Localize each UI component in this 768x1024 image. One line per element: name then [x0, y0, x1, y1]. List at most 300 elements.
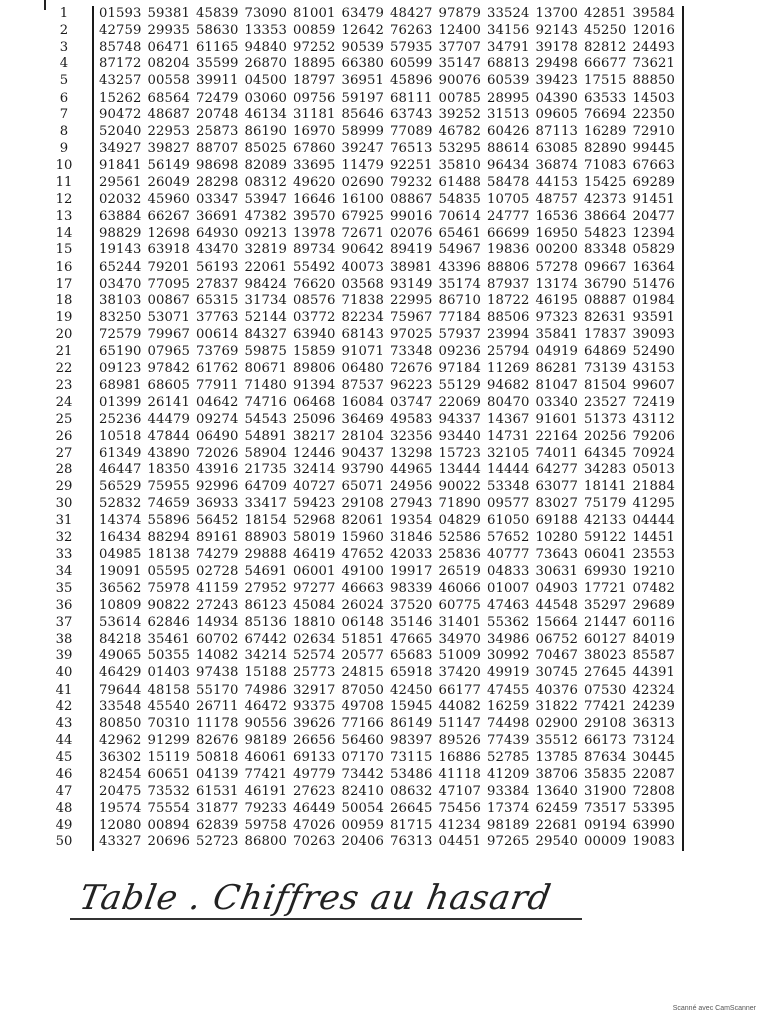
row-number: 2 — [59, 22, 69, 38]
table-cell: 63533 — [584, 90, 627, 106]
table-cell: 10809 — [99, 598, 142, 614]
table-cell: 92996 — [196, 479, 239, 495]
table-cell: 25873 — [196, 124, 239, 140]
row-number: 17 — [55, 276, 73, 292]
table-cell: 39178 — [535, 39, 578, 55]
table-cell: 45540 — [147, 699, 190, 715]
table-cell: 05013 — [632, 462, 675, 478]
table-cell: 61349 — [99, 445, 142, 461]
table-cell: 53348 — [487, 479, 530, 495]
table-cell: 20475 — [99, 784, 142, 799]
table-cell: 39570 — [293, 208, 336, 224]
table-cell: 08887 — [584, 293, 627, 309]
table-cell: 01593 — [99, 6, 142, 21]
table-cell: 77089 — [390, 124, 433, 140]
table-cell: 26519 — [438, 563, 481, 579]
row-number: 10 — [55, 157, 73, 173]
table-cell: 04985 — [99, 547, 142, 563]
table-cell: 46449 — [293, 800, 336, 816]
table-cell: 12446 — [293, 445, 336, 461]
table-cell: 13444 — [438, 462, 481, 478]
row-number: 49 — [55, 817, 73, 833]
table-cell: 72671 — [341, 225, 384, 241]
table-cell: 55362 — [487, 614, 530, 630]
table-row — [94, 615, 682, 632]
table-cell: 23527 — [584, 394, 627, 410]
table-cell: 02900 — [535, 716, 578, 732]
table-cell: 01984 — [632, 293, 675, 309]
table-cell: 89526 — [438, 733, 481, 749]
table-cell: 17374 — [487, 800, 530, 816]
table-cell: 67442 — [244, 631, 287, 647]
table-cell: 34970 — [438, 631, 481, 647]
table-cell: 39093 — [632, 326, 675, 342]
row-number: 36 — [55, 598, 73, 614]
table-cell: 03568 — [341, 276, 384, 292]
table-row — [94, 40, 682, 57]
row-number: 46 — [55, 767, 73, 783]
table-cell: 12400 — [438, 22, 481, 38]
table-cell: 56529 — [99, 479, 142, 495]
row-number: 33 — [55, 547, 73, 563]
table-row — [94, 175, 682, 192]
table-row — [94, 277, 682, 294]
table-cell: 32356 — [390, 428, 433, 444]
table-cell: 97265 — [487, 834, 530, 850]
table-cell: 40376 — [535, 682, 578, 698]
table-cell: 00785 — [438, 90, 481, 106]
table-cell: 91601 — [535, 411, 578, 427]
table-cell: 31846 — [390, 530, 433, 546]
table-cell: 34214 — [244, 648, 287, 664]
table-cell: 26141 — [147, 394, 190, 410]
table-cell: 08576 — [293, 293, 336, 309]
table-cell: 16084 — [341, 394, 384, 410]
random-digits-table — [36, 6, 680, 866]
table-cell: 80850 — [99, 716, 142, 732]
table-row — [94, 293, 682, 310]
table-cell: 75456 — [438, 800, 481, 816]
table-cell: 72479 — [196, 90, 239, 106]
table-cell: 85136 — [244, 614, 287, 630]
table-cell: 08632 — [390, 784, 433, 799]
table-cell: 24239 — [632, 699, 675, 715]
table-cell: 15188 — [244, 665, 287, 681]
table-cell: 77439 — [487, 733, 530, 749]
table-cell: 44965 — [390, 462, 433, 478]
row-number: 38 — [55, 631, 73, 647]
table-cell: 98189 — [244, 733, 287, 749]
table-cell: 22953 — [147, 124, 190, 140]
table-cell: 14731 — [487, 428, 530, 444]
row-number-column — [36, 6, 92, 851]
table-cell: 31900 — [584, 784, 627, 799]
table-cell: 85646 — [341, 107, 384, 123]
table-body — [92, 6, 684, 851]
table-cell: 31181 — [293, 107, 336, 123]
table-cell: 30992 — [487, 648, 530, 664]
table-cell: 16536 — [535, 208, 578, 224]
table-cell: 39423 — [535, 73, 578, 89]
table-cell: 31734 — [244, 293, 287, 309]
table-cell: 14444 — [487, 462, 530, 478]
table-cell: 62459 — [535, 800, 578, 816]
table-cell: 81504 — [584, 377, 627, 393]
table-cell: 43396 — [438, 259, 481, 275]
table-row — [94, 665, 682, 682]
table-cell: 37520 — [390, 598, 433, 614]
table-cell: 44082 — [438, 699, 481, 715]
table-cell: 35512 — [535, 733, 578, 749]
table-row — [94, 23, 682, 40]
table-cell: 09194 — [584, 817, 627, 833]
table-cell: 01007 — [487, 580, 530, 596]
table-cell: 52723 — [196, 834, 239, 850]
table-cell: 35599 — [196, 56, 239, 72]
table-cell: 15960 — [341, 530, 384, 546]
table-cell: 08312 — [244, 175, 287, 191]
table-cell: 86800 — [244, 834, 287, 850]
table-cell: 72579 — [99, 326, 142, 342]
table-cell: 29561 — [99, 175, 142, 191]
table-row — [94, 446, 682, 463]
table-cell: 42450 — [390, 682, 433, 698]
table-cell: 47455 — [487, 682, 530, 698]
table-cell: 89734 — [293, 242, 336, 258]
row-number: 27 — [55, 445, 73, 461]
table-cell: 39247 — [341, 140, 384, 156]
table-cell: 66173 — [584, 733, 627, 749]
table-cell: 86149 — [390, 716, 433, 732]
table-cell: 02032 — [99, 191, 142, 207]
table-cell: 87634 — [584, 749, 627, 765]
table-cell: 98189 — [487, 817, 530, 833]
table-cell: 09236 — [438, 344, 481, 360]
table-row — [94, 91, 682, 108]
table-cell: 55170 — [196, 682, 239, 698]
table-cell: 35461 — [147, 631, 190, 647]
table-cell: 02634 — [293, 631, 336, 647]
table-cell: 65071 — [341, 479, 384, 495]
table-cell: 43916 — [196, 462, 239, 478]
table-row — [94, 141, 682, 158]
table-cell: 79206 — [632, 428, 675, 444]
table-cell: 34156 — [487, 22, 530, 38]
table-cell: 93384 — [487, 784, 530, 799]
table-cell: 70614 — [438, 208, 481, 224]
table-cell: 22995 — [390, 293, 433, 309]
table-row — [94, 310, 682, 327]
table-cell: 53486 — [390, 767, 433, 783]
table-cell: 98424 — [244, 276, 287, 292]
table-cell: 16646 — [293, 191, 336, 207]
table-cell: 77911 — [196, 377, 239, 393]
table-row — [94, 632, 682, 649]
table-cell: 77421 — [244, 767, 287, 783]
table-cell: 68111 — [390, 90, 433, 106]
row-number: 44 — [55, 733, 73, 749]
row-number: 16 — [55, 259, 73, 275]
table-cell: 63940 — [293, 326, 336, 342]
table-cell: 36933 — [196, 496, 239, 512]
table-cell: 88294 — [147, 530, 190, 546]
table-cell: 12080 — [99, 817, 142, 833]
table-row — [94, 124, 682, 141]
table-cell: 42324 — [632, 682, 675, 698]
table-cell: 07530 — [584, 682, 627, 698]
table-row — [94, 699, 682, 716]
table-row — [94, 462, 682, 479]
table-row — [94, 733, 682, 750]
table-cell: 53395 — [632, 800, 675, 816]
table-cell: 24956 — [390, 479, 433, 495]
table-cell: 73139 — [584, 361, 627, 377]
table-cell: 73517 — [584, 800, 627, 816]
table-cell: 82676 — [196, 733, 239, 749]
table-cell: 03060 — [244, 90, 287, 106]
table-cell: 46419 — [293, 547, 336, 563]
table-row — [94, 158, 682, 175]
table-cell: 14367 — [487, 411, 530, 427]
table-cell: 61050 — [487, 513, 530, 529]
table-cell: 20577 — [341, 648, 384, 664]
table-cell: 31822 — [535, 699, 578, 715]
table-cell: 26656 — [293, 733, 336, 749]
table-cell: 88506 — [487, 310, 530, 326]
table-cell: 73442 — [341, 767, 384, 783]
table-row — [94, 209, 682, 226]
row-number: 14 — [55, 225, 73, 241]
table-cell: 71480 — [244, 377, 287, 393]
table-cell: 61531 — [196, 784, 239, 799]
table-cell: 97184 — [438, 361, 481, 377]
table-cell: 54543 — [244, 411, 287, 427]
table-cell: 34986 — [487, 631, 530, 647]
table-cell: 75554 — [147, 800, 190, 816]
table-cell: 50054 — [341, 800, 384, 816]
table-cell: 43257 — [99, 73, 142, 89]
table-cell: 83250 — [99, 310, 142, 326]
table-cell: 75955 — [147, 479, 190, 495]
table-cell: 15262 — [99, 90, 142, 106]
table-cell: 90642 — [341, 242, 384, 258]
table-cell: 27623 — [293, 784, 336, 799]
table-cell: 23994 — [487, 326, 530, 342]
table-cell: 07170 — [341, 749, 384, 765]
table-cell: 60127 — [584, 631, 627, 647]
table-cell: 87050 — [341, 682, 384, 698]
table-cell: 44548 — [535, 598, 578, 614]
table-row — [94, 513, 682, 530]
table-cell: 33695 — [293, 157, 336, 173]
table-cell: 47652 — [341, 547, 384, 563]
table-cell: 14503 — [632, 90, 675, 106]
table-cell: 85025 — [244, 140, 287, 156]
table-cell: 04833 — [487, 563, 530, 579]
table-cell: 79967 — [147, 326, 190, 342]
table-cell: 59423 — [293, 496, 336, 512]
table-cell: 46472 — [244, 699, 287, 715]
table-cell: 66699 — [487, 225, 530, 241]
table-cell: 56460 — [341, 733, 384, 749]
table-cell: 13978 — [293, 225, 336, 241]
row-number: 39 — [55, 648, 73, 664]
table-cell: 04642 — [196, 394, 239, 410]
table-cell: 63990 — [632, 817, 675, 833]
table-cell: 26870 — [244, 56, 287, 72]
table-cell: 45084 — [293, 598, 336, 614]
table-cell: 05829 — [632, 242, 675, 258]
table-cell: 46061 — [244, 749, 287, 765]
table-cell: 41209 — [487, 767, 530, 783]
table-cell: 60539 — [487, 73, 530, 89]
table-cell: 11178 — [196, 716, 239, 732]
table-row — [94, 547, 682, 564]
table-cell: 74716 — [244, 394, 287, 410]
table-cell: 48687 — [147, 107, 190, 123]
table-cell: 43153 — [632, 361, 675, 377]
table-cell: 03340 — [535, 394, 578, 410]
table-cell: 47463 — [487, 598, 530, 614]
table-cell: 83348 — [584, 242, 627, 258]
table-cell: 00009 — [584, 834, 627, 850]
table-cell: 15859 — [293, 344, 336, 360]
table-cell: 54835 — [438, 191, 481, 207]
row-number: 37 — [55, 614, 73, 630]
table-cell: 09123 — [99, 361, 142, 377]
table-cell: 27952 — [244, 580, 287, 596]
table-cell: 69289 — [632, 175, 675, 191]
row-number: 29 — [55, 479, 73, 495]
table-cell: 94337 — [438, 411, 481, 427]
table-cell: 21735 — [244, 462, 287, 478]
table-cell: 08204 — [147, 56, 190, 72]
table-cell: 03772 — [293, 310, 336, 326]
row-number: 22 — [55, 361, 73, 377]
table-cell: 38706 — [535, 767, 578, 783]
table-cell: 29540 — [535, 834, 578, 850]
table-cell: 74986 — [244, 682, 287, 698]
table-row — [94, 327, 682, 344]
table-cell: 35146 — [390, 614, 433, 630]
table-cell: 18895 — [293, 56, 336, 72]
table-cell: 29108 — [341, 496, 384, 512]
table-cell: 43327 — [99, 834, 142, 850]
table-row — [94, 429, 682, 446]
table-cell: 52490 — [632, 344, 675, 360]
table-cell: 77166 — [341, 716, 384, 732]
table-cell: 93375 — [293, 699, 336, 715]
table-cell: 64930 — [196, 225, 239, 241]
table-cell: 81715 — [390, 817, 433, 833]
table-cell: 19917 — [390, 563, 433, 579]
table-cell: 16434 — [99, 530, 142, 546]
table-cell: 06752 — [535, 631, 578, 647]
row-number: 45 — [55, 749, 73, 765]
table-cell: 03747 — [390, 394, 433, 410]
table-cell: 63918 — [147, 242, 190, 258]
table-cell: 05595 — [147, 563, 190, 579]
row-number: 11 — [55, 175, 73, 191]
table-cell: 40777 — [487, 547, 530, 563]
table-cell: 90437 — [341, 445, 384, 461]
table-cell: 16289 — [584, 124, 627, 140]
table-cell: 59758 — [244, 817, 287, 833]
table-cell: 58630 — [196, 22, 239, 38]
table-cell: 52574 — [293, 648, 336, 664]
table-cell: 59875 — [244, 344, 287, 360]
table-cell: 59122 — [584, 530, 627, 546]
table-cell: 51009 — [438, 648, 481, 664]
table-cell: 10280 — [535, 530, 578, 546]
table-row — [94, 260, 682, 277]
table-cell: 51147 — [438, 716, 481, 732]
table-cell: 06041 — [584, 547, 627, 563]
table-cell: 20696 — [147, 834, 190, 850]
table-cell: 02690 — [341, 175, 384, 191]
table-cell: 57937 — [438, 326, 481, 342]
table-row — [94, 801, 682, 818]
table-cell: 89419 — [390, 242, 433, 258]
table-cell: 56452 — [196, 513, 239, 529]
table-cell: 82812 — [584, 39, 627, 55]
table-cell: 19083 — [632, 834, 675, 850]
table-cell: 35835 — [584, 767, 627, 783]
table-cell: 54967 — [438, 242, 481, 258]
table-cell: 82454 — [99, 767, 142, 783]
table-cell: 64869 — [584, 344, 627, 360]
table-row — [94, 750, 682, 767]
table-row — [94, 378, 682, 395]
table-cell: 50355 — [147, 648, 190, 664]
table-cell: 82890 — [584, 140, 627, 156]
table-cell: 27837 — [196, 276, 239, 292]
table-cell: 15664 — [535, 614, 578, 630]
row-number: 34 — [55, 563, 73, 579]
table-cell: 14451 — [632, 530, 675, 546]
row-number: 23 — [55, 377, 73, 393]
table-cell: 33417 — [244, 496, 287, 512]
table-cell: 57935 — [390, 39, 433, 55]
table-cell: 16950 — [535, 225, 578, 241]
table-cell: 21884 — [632, 479, 675, 495]
table-cell: 13174 — [535, 276, 578, 292]
table-cell: 61165 — [196, 39, 239, 55]
table-cell: 18722 — [487, 293, 530, 309]
table-row — [94, 344, 682, 361]
row-number: 20 — [55, 326, 73, 342]
table-cell: 46447 — [99, 462, 142, 478]
table-cell: 57652 — [487, 530, 530, 546]
table-row — [94, 395, 682, 412]
table-cell: 22350 — [632, 107, 675, 123]
table-cell: 36562 — [99, 580, 142, 596]
table-cell: 69188 — [535, 513, 578, 529]
table-row — [94, 56, 682, 73]
table-cell: 17721 — [584, 580, 627, 596]
table-cell: 09577 — [487, 496, 530, 512]
row-number: 32 — [55, 530, 73, 546]
table-cell: 88707 — [196, 140, 239, 156]
table-cell: 35174 — [438, 276, 481, 292]
table-cell: 09667 — [584, 259, 627, 275]
table-cell: 41118 — [438, 767, 481, 783]
table-cell: 74279 — [196, 547, 239, 563]
table-cell: 94682 — [487, 377, 530, 393]
table-cell: 32105 — [487, 445, 530, 461]
table-cell: 00859 — [293, 22, 336, 38]
table-cell: 36951 — [341, 73, 384, 89]
